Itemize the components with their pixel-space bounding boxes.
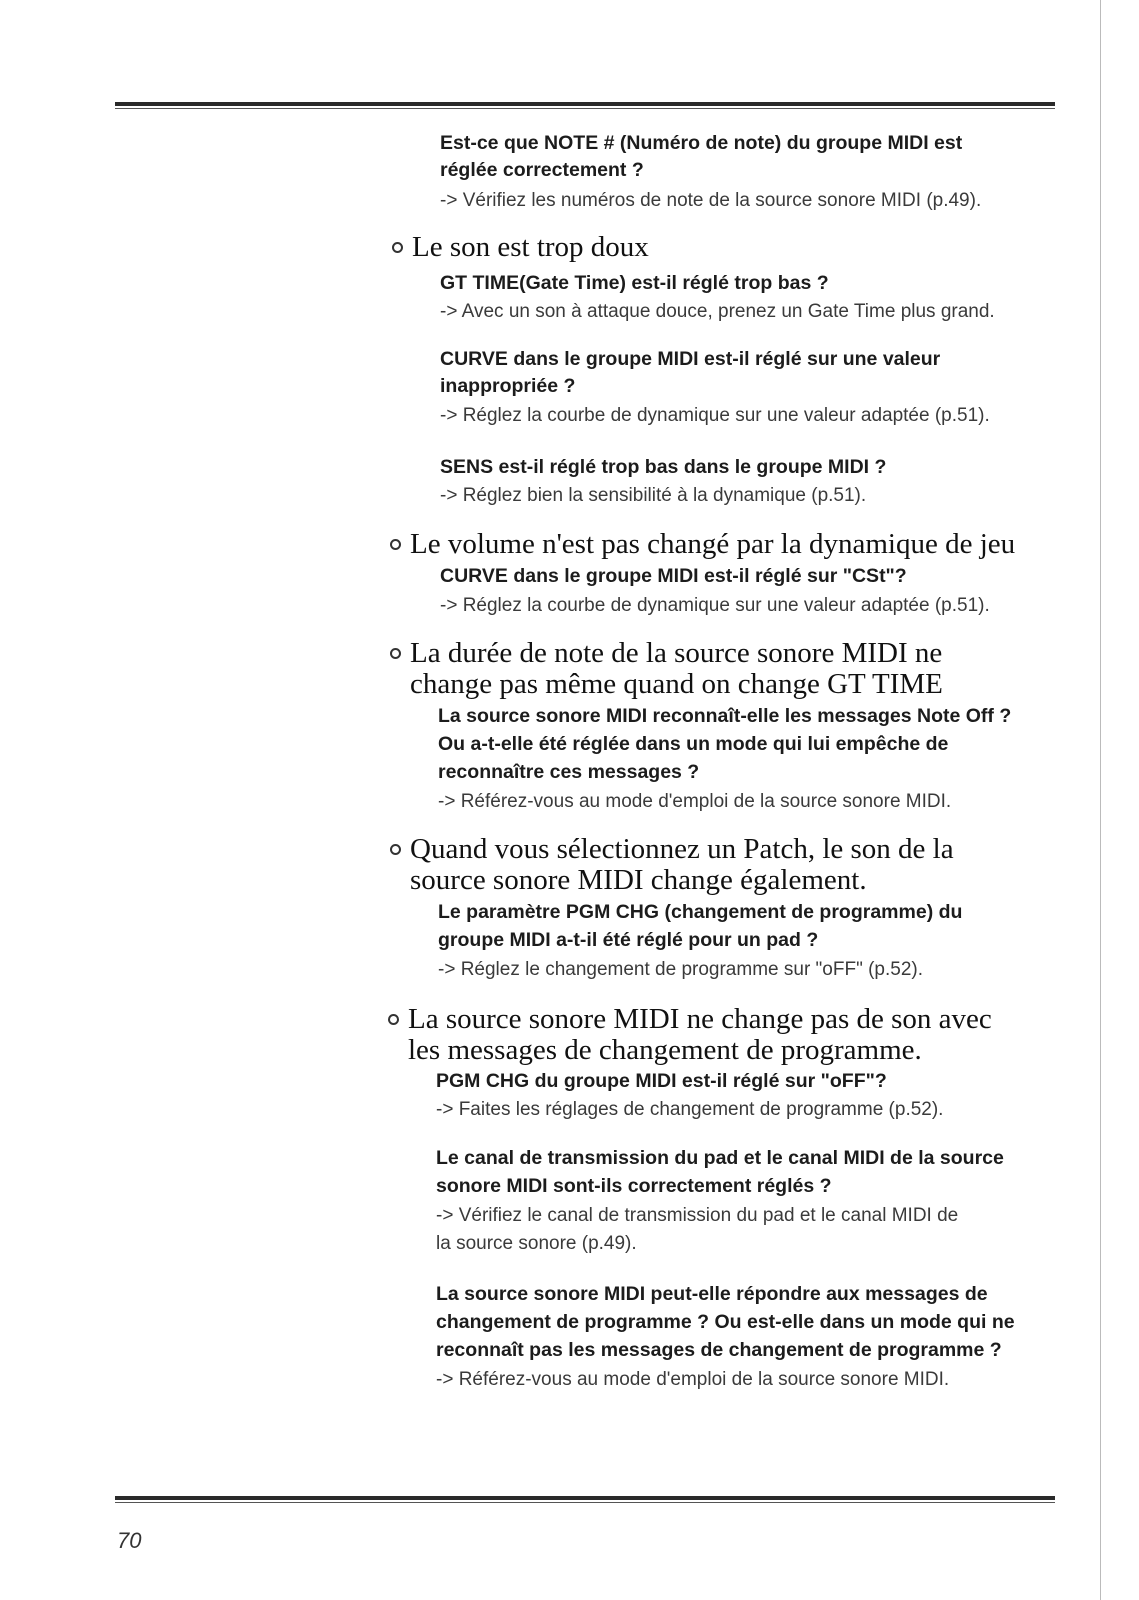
question: réglée correctement ? <box>440 159 644 181</box>
question: reconnaît pas les messages de changement de programme ? <box>436 1339 1002 1361</box>
question: Le canal de transmission du pad et le canal MIDI de la source <box>436 1147 1004 1169</box>
question: CURVE dans le groupe MIDI est-il réglé sur une valeur <box>440 348 941 370</box>
question: Ou a-t-elle été réglée dans un mode qui lui empêche de <box>438 733 949 755</box>
answer: -> Avec un son à attaque douce, prenez un Gate Time plus grand. <box>440 301 995 322</box>
question: La source sonore MIDI peut-elle répondre aux messages de <box>436 1283 988 1305</box>
question: inappropriée ? <box>440 375 576 397</box>
section-heading: source sonore MIDI change également. <box>410 864 867 896</box>
question: La source sonore MIDI reconnaît-elle les messages Note Off ? <box>438 705 1012 727</box>
answer: -> Faites les réglages de changement de programme (p.52). <box>436 1099 944 1120</box>
question: Le paramètre PGM CHG (changement de programme) du <box>438 901 963 923</box>
answer: -> Réglez la courbe de dynamique sur une valeur adaptée (p.51). <box>440 595 990 616</box>
bottom-rule <box>115 1496 1055 1503</box>
answer: la source sonore (p.49). <box>436 1233 637 1254</box>
bullet-icon <box>390 539 401 550</box>
section-heading: Le son est trop doux <box>412 231 649 263</box>
bullet-icon <box>390 648 401 659</box>
section-heading: La source sonore MIDI ne change pas de son avec <box>408 1003 992 1035</box>
question: SENS est-il réglé trop bas dans le groupe MIDI ? <box>440 456 887 478</box>
answer: -> Réglez la courbe de dynamique sur une valeur adaptée (p.51). <box>440 405 990 426</box>
question: GT TIME(Gate Time) est-il réglé trop bas ? <box>440 272 829 294</box>
question: changement de programme ? Ou est-elle dans un mode qui ne <box>436 1311 1015 1333</box>
answer: -> Référez-vous au mode d'emploi de la source sonore MIDI. <box>438 791 952 812</box>
bullet-icon <box>390 844 401 855</box>
section-heading: Quand vous sélectionnez un Patch, le son de la <box>410 833 954 865</box>
question: Est-ce que NOTE # (Numéro de note) du groupe MIDI est <box>440 132 963 154</box>
section-heading: La durée de note de la source sonore MIDI ne <box>410 637 943 669</box>
answer: -> Référez-vous au mode d'emploi de la source sonore MIDI. <box>436 1369 950 1390</box>
answer: -> Vérifiez le canal de transmission du pad et le canal MIDI de <box>436 1205 959 1226</box>
section-heading: les messages de changement de programme. <box>408 1034 922 1066</box>
section-heading: Le volume n'est pas changé par la dynamique de jeu <box>410 528 1016 560</box>
page-number: 70 <box>117 1528 142 1553</box>
top-rule <box>115 102 1055 109</box>
bullet-icon <box>392 242 403 253</box>
question: groupe MIDI a-t-il été réglé pour un pad ? <box>438 929 819 951</box>
answer: -> Vérifiez les numéros de note de la source sonore MIDI (p.49). <box>440 190 982 211</box>
bullet-icon <box>388 1014 399 1025</box>
question: PGM CHG du groupe MIDI est-il réglé sur "oFF"? <box>436 1070 887 1092</box>
question: sonore MIDI sont-ils correctement réglés ? <box>436 1175 832 1197</box>
question: reconnaître ces messages ? <box>438 761 700 783</box>
page-edge <box>1100 0 1101 1600</box>
answer: -> Réglez bien la sensibilité à la dynamique (p.51). <box>440 485 867 506</box>
section-heading: change pas même quand on change GT TIME <box>410 668 943 700</box>
answer: -> Réglez le changement de programme sur "oFF" (p.52). <box>438 959 924 980</box>
question: CURVE dans le groupe MIDI est-il réglé sur "CSt"? <box>440 565 907 587</box>
